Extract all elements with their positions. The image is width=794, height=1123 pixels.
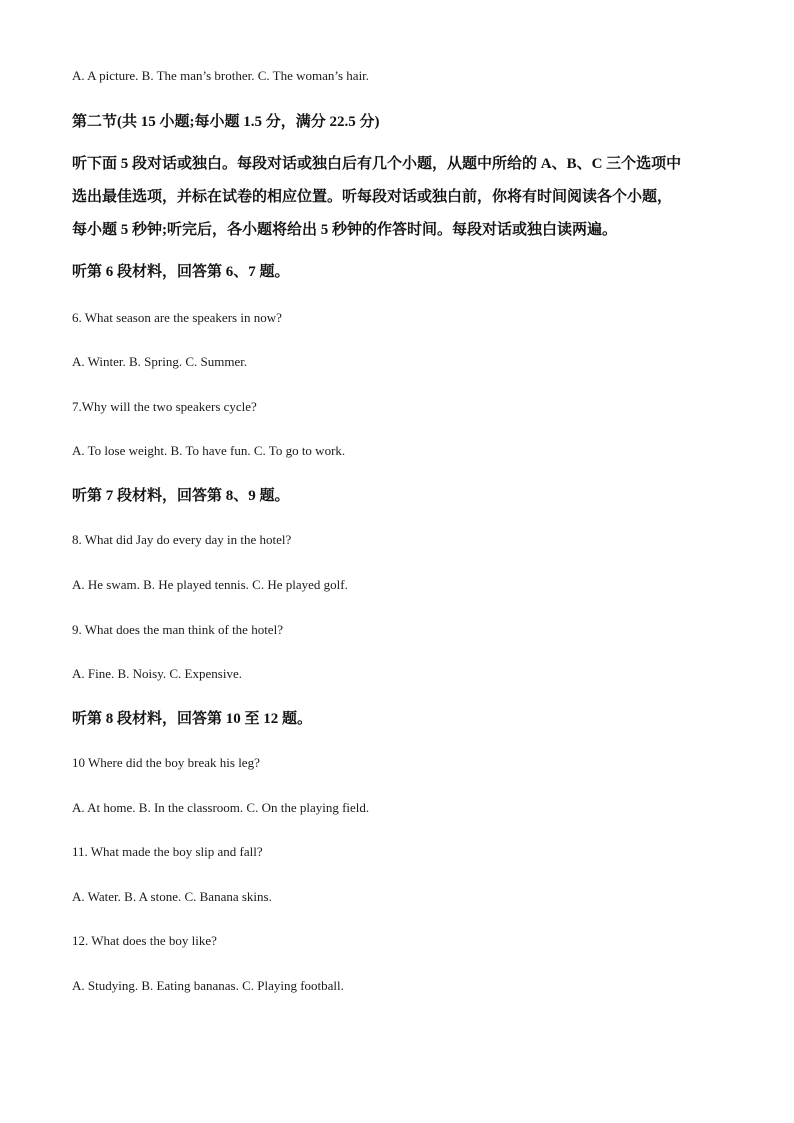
question-8: 8. What did Jay do every day in the hotel? [72, 532, 292, 547]
question-10-options: A. At home. B. In the classroom. C. On the playing field. [72, 800, 370, 815]
material-8-heading: 听第 8 段材料，回答第 10 至 12 题。 [72, 711, 313, 727]
instruction-line: 听下面 5 段对话或独白。每段对话或独白后有几个小题，从题中所给的 A、B、C 三个选项中 [72, 156, 682, 172]
material-6-heading: 听第 6 段材料，回答第 6、7 题。 [72, 264, 290, 280]
question-7-options: A. To lose weight. B. To have fun. C. To go to work. [72, 443, 346, 458]
question-7: 7.Why will the two speakers cycle? [72, 399, 257, 414]
q5-options: A. A picture. B. The man’s brother. C. The woman’s hair. [72, 68, 370, 83]
instruction-line: 选出最佳选项，并标在试卷的相应位置。听每段对话或独白前，你将有时间阅读各个小题， [72, 189, 673, 205]
question-9-options: A. Fine. B. Noisy. C. Expensive. [72, 666, 242, 681]
question-12: 12. What does the boy like? [72, 933, 217, 948]
question-11-options: A. Water. B. A stone. C. Banana skins. [72, 889, 272, 904]
instruction-line: 每小题 5 秒钟;听完后，各小题将给出 5 秒钟的作答时间。每段对话或独白读两遍。 [72, 222, 617, 238]
question-6: 6. What season are the speakers in now? [72, 310, 282, 325]
material-7-heading: 听第 7 段材料，回答第 8、9 题。 [72, 488, 290, 504]
question-6-options: A. Winter. B. Spring. C. Summer. [72, 354, 248, 369]
question-8-options: A. He swam. B. He played tennis. C. He played golf. [72, 577, 348, 592]
question-10: 10 Where did the boy break his leg? [72, 755, 260, 770]
question-11: 11. What made the boy slip and fall? [72, 844, 263, 859]
question-9: 9. What does the man think of the hotel? [72, 622, 283, 637]
section-2-title: 第二节(共 15 小题;每小题 1.5 分，满分 22.5 分) [72, 114, 380, 130]
section-instructions [72, 148, 727, 247]
question-12-options: A. Studying. B. Eating bananas. C. Playing football. [72, 978, 344, 993]
